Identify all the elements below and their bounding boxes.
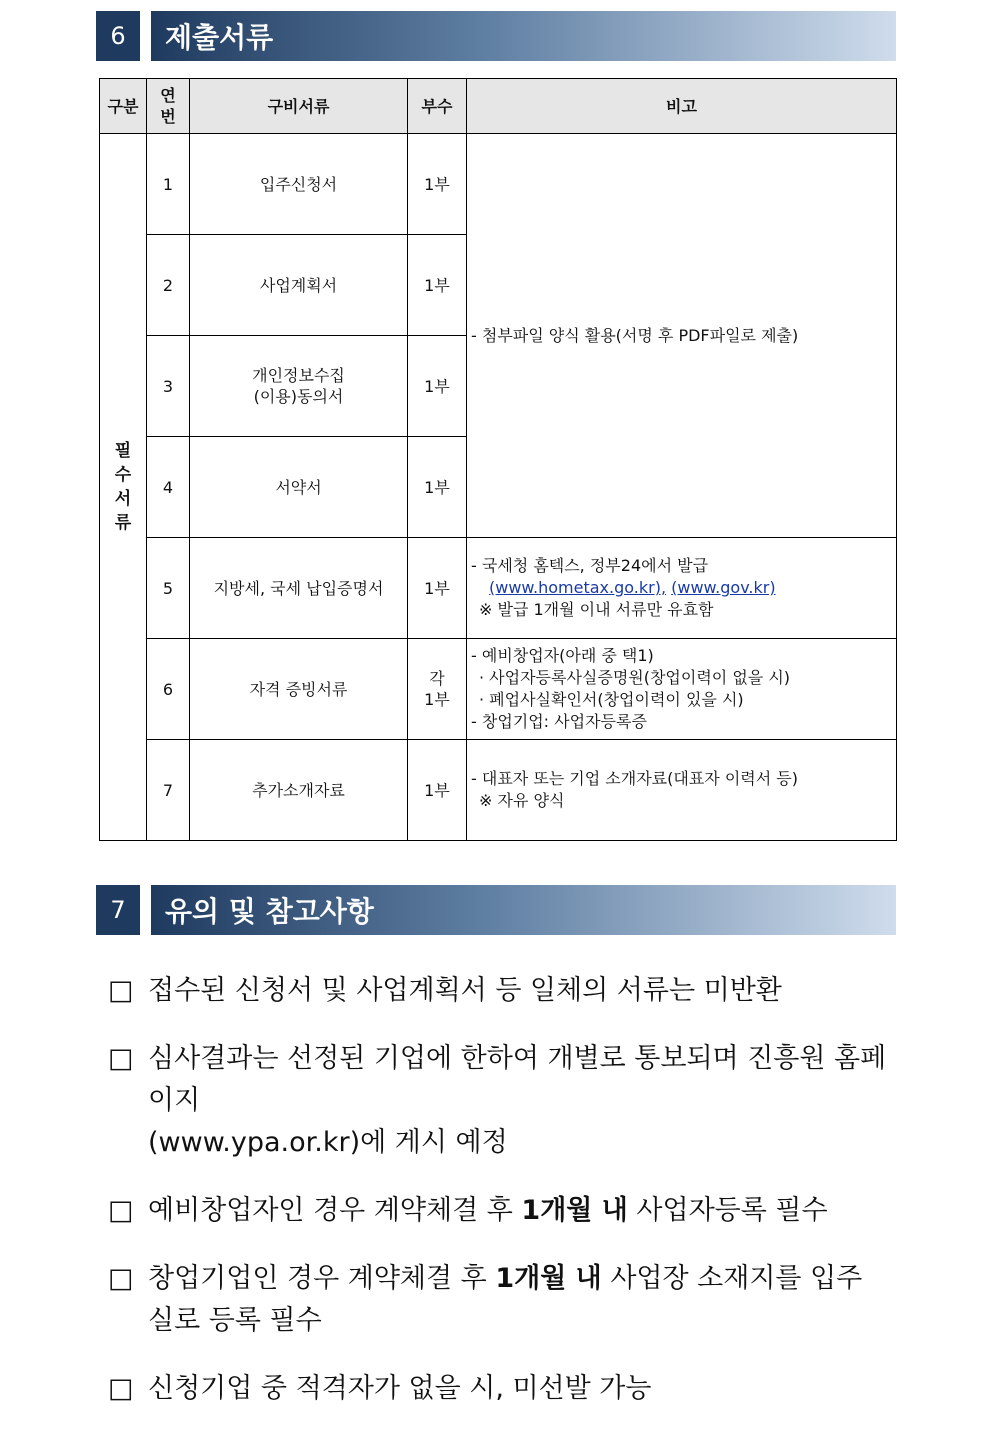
row-no: 5 [147,538,190,639]
table-header-row [100,79,897,134]
note-text: 접수된 신청서 및 사업계획서 등 일체의 서류는 미반환 [148,975,782,1006]
hometax-link[interactable]: (www.hometax.go.kr), [489,578,667,597]
row-doc: 추가소개자료 [190,740,408,841]
header-copies: 부수 [408,79,467,134]
remarks-line: · 사업자등록사실증명원(창업이력이 없을 시) [479,668,791,687]
row-doc: 자격 증빙서류 [190,639,408,740]
table-row [100,538,897,639]
checkbox-icon: □ [108,1043,134,1074]
checkbox-icon: □ [108,1195,134,1226]
category-label: 필수서류 [114,441,132,533]
remarks-line: ※ 자유 양식 [479,791,565,810]
checkbox-icon: □ [108,1373,134,1404]
note-text: 심사결과는 선정된 기업에 한하여 개별로 통보되며 진흥원 홈페이지 [148,1043,887,1116]
row-doc: 사업계획서 [190,235,408,336]
row-no: 6 [147,639,190,740]
note-text: 예비창업자인 경우 계약체결 후 [148,1195,522,1226]
row-no: 3 [147,336,190,437]
row-doc [190,336,408,437]
header-category: 구분 [100,79,147,134]
header-no: 연번 [147,79,190,134]
category-cell [100,134,147,841]
row-copies-line1: 각 [429,669,445,688]
note-text: (www.ypa.or.kr)에 게시 예정 [148,1127,508,1158]
remarks-row-6 [467,639,897,740]
list-item [108,1368,898,1410]
note-text: 사업장 소재지를 입주 [601,1263,863,1294]
row-doc: 서약서 [190,437,408,538]
row-copies [408,639,467,740]
list-item [108,970,898,1012]
checkbox-icon: □ [108,975,134,1006]
remarks-line: - 대표자 또는 기업 소개자료(대표자 이력서 등) [471,769,798,788]
row-doc-line1: 개인정보수집 [252,366,345,385]
section-6-header [96,11,896,61]
section-6-title: 제출서류 [151,11,896,61]
row-no: 2 [147,235,190,336]
row-copies: 1부 [408,437,467,538]
row-doc-line2: (이용)동의서 [253,387,344,406]
header-remarks: 비고 [467,79,897,134]
remarks-line: - 예비창업자(아래 중 택1) [471,646,654,665]
row-copies: 1부 [408,336,467,437]
section-7-title: 유의 및 참고사항 [151,885,896,935]
row-copies: 1부 [408,235,467,336]
row-copies-line2: 1부 [424,690,450,709]
list-item [108,1258,898,1342]
table-row [100,639,897,740]
header-doc: 구비서류 [190,79,408,134]
remarks-line: · 폐업사실확인서(창업이력이 있을 시) [479,690,744,709]
note-text: 사업자등록 필수 [627,1195,828,1226]
note-emphasis: 1개월 내 [521,1195,628,1226]
remarks-line: - 창업기업: 사업자등록증 [471,712,647,731]
note-text: 창업기업인 경우 계약체결 후 [148,1263,496,1294]
remarks-line: ※ 발급 1개월 이내 서류만 유효함 [479,600,714,619]
row-no: 1 [147,134,190,235]
list-item [108,1038,898,1164]
note-text: 신청기업 중 적격자가 없을 시, 미선발 가능 [148,1373,652,1404]
gov-link[interactable]: (www.gov.kr) [671,578,776,597]
section-7-header [96,885,896,935]
row-no: 7 [147,740,190,841]
checkbox-icon: □ [108,1263,134,1294]
list-item [108,1190,898,1232]
section-7-number: 7 [96,885,140,935]
remarks-line: - 국세청 홈텍스, 정부24에서 발급 [471,556,709,575]
row-no: 4 [147,437,190,538]
table-row [100,134,897,235]
table-row [100,740,897,841]
row-copies: 1부 [408,740,467,841]
row-doc: 입주신청서 [190,134,408,235]
row-copies: 1부 [408,538,467,639]
section-6-number: 6 [96,11,140,61]
note-emphasis: 1개월 내 [495,1263,602,1294]
row-copies: 1부 [408,134,467,235]
remarks-row-5 [467,538,897,639]
remarks-row-7 [467,740,897,841]
submission-documents-table [99,78,897,841]
note-text: 실로 등록 필수 [148,1305,322,1336]
row-doc: 지방세, 국세 납입증명서 [190,538,408,639]
remarks-rows-1-4: - 첨부파일 양식 활용(서명 후 PDF파일로 제출) [467,134,897,538]
notes-list [108,970,898,1436]
